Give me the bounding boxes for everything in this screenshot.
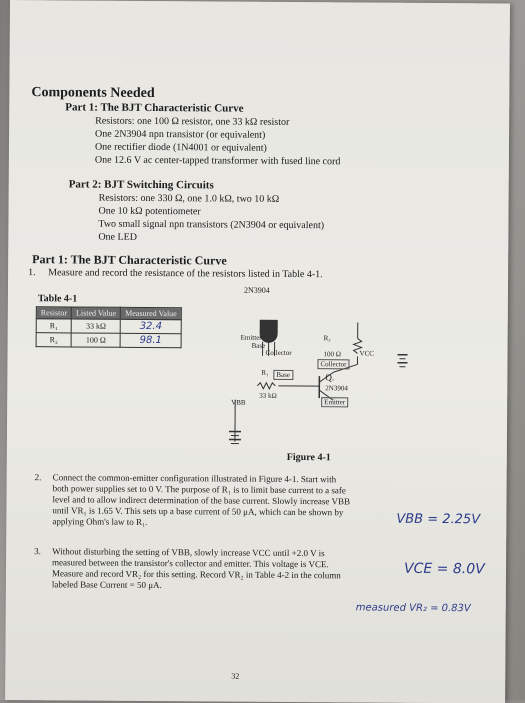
r1-value: 33 kΩ	[259, 392, 277, 400]
table-cell: 100 Ω	[71, 333, 120, 347]
component-line: One rectifier diode (1N4001 or equivalent)	[95, 142, 267, 154]
step3-line: Without disturbing the setting of VBB, slowly increase VCC until +2.0 V is	[52, 546, 325, 558]
vcc-label: VCC	[360, 349, 374, 357]
table-cell: R₂	[36, 333, 71, 347]
components-title: Components Needed	[31, 85, 154, 102]
table-row	[36, 319, 181, 334]
component-line: One 2N3904 npn transistor (or equivalent)	[95, 129, 265, 141]
step2-line: Connect the common-emitter configuration illustrated in Figure 4-1. Start with	[53, 472, 337, 484]
q-label: Q.	[325, 372, 334, 382]
transistor-package-icon	[260, 320, 278, 343]
handwritten-value: 32.4	[120, 319, 181, 333]
step-number: 2.	[35, 472, 42, 482]
table-header: Resistor	[36, 307, 71, 319]
page-number: 32	[231, 672, 239, 681]
base-pin-label: Base	[252, 342, 266, 350]
component-line: Two small signal npn transistors (2N3904 or equivalent)	[98, 219, 324, 232]
table-caption: Table 4-1	[38, 293, 77, 304]
component-line: One 12.6 V ac center-tapped transformer with fused line cord	[95, 155, 341, 168]
step3-line: Measure and record VR₂ for this setting. Record VR₂ in Table 4-2 in the column	[52, 568, 341, 580]
circuit-diagram	[207, 291, 428, 463]
resistor-r1-icon	[257, 383, 275, 389]
emitter-box-label: Emitter	[321, 397, 348, 407]
figure-caption: Figure 4-1	[287, 452, 331, 463]
component-line: One 10 kΩ potentiometer	[98, 206, 200, 218]
step-number: 1.	[28, 267, 36, 278]
handwritten-vr2-note: measured VR₂ = 0.83V	[356, 602, 471, 614]
table-cell: R₁	[36, 319, 71, 333]
part2-components-heading: Part 2: BJT Switching Circuits	[69, 178, 214, 191]
step-number: 3.	[34, 546, 41, 556]
r2-value: 100 Ω	[324, 350, 342, 358]
table-row	[36, 333, 181, 348]
r1-label: R₁	[261, 369, 268, 377]
collector-pin-label: Collector	[266, 349, 292, 357]
handwritten-value: 98.1	[120, 333, 181, 347]
handwritten-vce-note: VCE = 8.0V	[404, 561, 485, 578]
part1-heading: Part 1: The BJT Characteristic Curve	[32, 252, 227, 268]
emitter-pin-label: Emitter	[241, 334, 262, 342]
r2-label: R₂	[324, 334, 331, 342]
base-box-label: Base	[273, 370, 293, 380]
step2-line: applying Ohm's law to R₁.	[52, 516, 147, 527]
transistor-part-label: 2N3904	[244, 286, 270, 295]
q-part-label: 2N3904	[325, 384, 348, 392]
step2-line: until VR₁ is 1.65 V. This sets up a base current of 50 μA, which can be shown by	[52, 505, 343, 517]
table-cell: 33 kΩ	[71, 319, 120, 333]
component-line: One LED	[98, 232, 137, 243]
document-page	[5, 0, 510, 703]
table-4-1	[36, 306, 182, 348]
step2-line: both power supplies set to 0 V. The purpose of R₁ is to limit base current to a safe	[53, 483, 346, 495]
step3-line: labeled Base Current = 50 μA.	[52, 579, 162, 590]
component-line: Resistors: one 330 Ω, one 1.0 kΩ, two 10 kΩ	[99, 193, 280, 205]
step1-text: Measure and record the resistance of the resistors listed in Table 4-1.	[48, 267, 323, 280]
step3-line: measured between the transistor's collector and emitter. This voltage is VCE.	[52, 557, 329, 569]
table-header: Measured Value	[121, 307, 182, 319]
vbb-label: VBB	[231, 399, 245, 407]
step2-line: level and to allow indirect determination of the base current. Slowly increase VBB	[52, 494, 350, 506]
component-line: Resistors: one 100 Ω resistor, one 33 kΩ resistor	[95, 116, 289, 128]
table-header: Listed Value	[72, 307, 121, 319]
part1-components-heading: Part 1: The BJT Characteristic Curve	[65, 101, 243, 114]
handwritten-vbb-note: VBB = 2.25V	[396, 512, 480, 528]
collector-box-label: Collector	[317, 359, 349, 369]
